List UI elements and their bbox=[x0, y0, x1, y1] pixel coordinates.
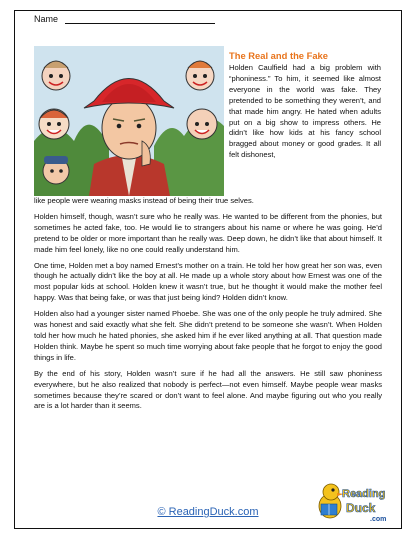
paragraph-4: Holden also had a younger sister named Phoebe. She was one of the only people he truly admired. She was honest and said exactly what she felt. She didn’t pretend to be someone she wasn’t. When Holden told her how much he hated phonies, she asked him if he ever liked anything at all. That question made Holden think. Maybe he spent so much time worrying about fake people that he forgot to enjoy the good things in life. bbox=[34, 309, 382, 362]
story-body bbox=[34, 196, 382, 417]
name-blank-line[interactable] bbox=[65, 23, 215, 24]
logo-word-reading: Reading bbox=[342, 488, 386, 500]
story-illustration bbox=[34, 46, 224, 196]
footer-link[interactable]: © ReadingDuck.com bbox=[157, 506, 259, 518]
logo-word-duck: Duck bbox=[346, 501, 376, 515]
paragraph-2: Holden himself, though, wasn’t sure who he really was. He wanted to be different from the phonies, but sometimes he acted fake, too. He would lie to strangers about his name or where he was going. He’d pretend to be older or more important than he really was. Deep down, he didn’t like that about himself. It made him feel lonely, like no one could really understand him. bbox=[34, 211, 382, 254]
reading-duck-logo bbox=[316, 476, 388, 524]
paragraph-1-end: like people were wearing masks instead of being their true selves. bbox=[34, 196, 254, 205]
paragraph-1-start: Holden Caulfield had a big problem with “phoniness.” To him, it seemed like almost everyone in the world was fake. They pretended to be something they weren’t, and that made him angry. He hated when adults put on a big show to impress others. He didn’t like how kids at his fancy school bragged about money or good grades. It all felt dishonest, bbox=[229, 63, 381, 160]
name-label: Name bbox=[34, 14, 59, 24]
logo-suffix: .com bbox=[370, 516, 387, 523]
name-field bbox=[34, 14, 215, 24]
paragraph-3: One time, Holden met a boy named Ernest’s mother on a train. He told her how great her son was, even though he actually didn’t like the boy at all. He made up a whole story about how Ernest was one of the most popular kids at school. Holden knew it wasn’t true, but he thought it would make the mother feel happy. Was that being fake, or was that just being kind? Holden didn’t know. bbox=[34, 260, 382, 303]
story-title: The Real and the Fake bbox=[229, 50, 328, 61]
paragraph-5: By the end of his story, Holden wasn’t sure if he had all the answers. He still saw phoniness everywhere, but he also realized that nobody is perfect—not even himself. Maybe people wear masks sometimes because they’re scared or don’t want to feel alone. And maybe figuring out who you really are is a lot harder than it seems. bbox=[34, 368, 382, 411]
